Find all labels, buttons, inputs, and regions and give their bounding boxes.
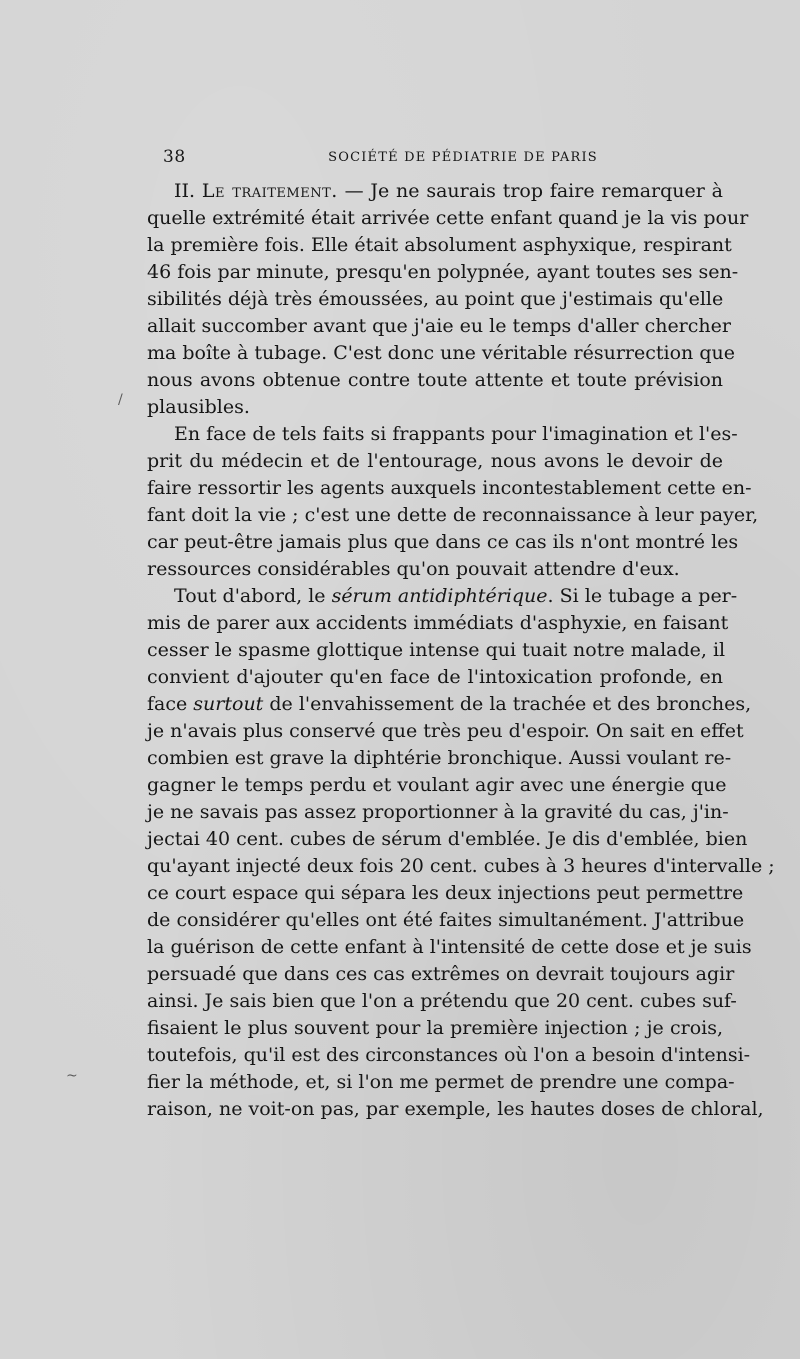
text-line xyxy=(147,691,752,718)
text-line: convient d'ajouter qu'en face de l'intoxication profonde, en xyxy=(147,666,723,688)
text-line: jectai 40 cent. cubes de sérum d'emblée. Je dis d'emblée, bien xyxy=(147,828,748,850)
text-span: — Je ne saurais trop faire remarquer à xyxy=(337,180,723,202)
text-line xyxy=(147,583,738,610)
text-line: toutefois, qu'il est des circonstances où l'on a besoin d'intensi- xyxy=(147,1044,751,1066)
text-line: ainsi. Je sais bien que l'on a prétendu que 20 cent. cubes suf- xyxy=(147,990,737,1012)
page-header xyxy=(163,147,723,171)
text-body xyxy=(147,178,775,1123)
text-line: de considérer qu'elles ont été faites simultanément. J'attribue xyxy=(147,909,745,931)
page-number: 38 xyxy=(163,147,186,167)
stray-mark: ~ xyxy=(66,1068,78,1084)
text-line: ce court espace qui sépara les deux injections peut permettre xyxy=(147,882,744,904)
text-span: Tout d'abord, le xyxy=(174,585,332,607)
text-line: quelle extrémité était arrivée cette enfant quand je la vis pour xyxy=(147,207,749,229)
text-span: face xyxy=(147,693,194,715)
text-line: raison, ne voit-on pas, par exemple, les hautes doses de chloral, xyxy=(147,1098,764,1120)
text-line: nous avons obtenue contre toute attente et toute prévision xyxy=(147,369,723,391)
text-line: plausibles. xyxy=(147,396,250,418)
text-span: de l'envahissement de la trachée et des bronches, xyxy=(263,693,752,715)
text-line: la guérison de cette enfant à l'intensité de cette dose et je suis xyxy=(147,936,752,958)
text-line: En face de tels faits si frappants pour l'imagination et l'es- xyxy=(174,423,738,445)
text-line: je ne savais pas assez proportionner à la gravité du cas, j'in- xyxy=(147,801,729,823)
section-title: Le traitement. xyxy=(201,180,338,202)
text-line: cesser le spasme glottique intense qui tuait notre malade, il xyxy=(147,639,726,661)
text-line: ressources considérables qu'on pouvait attendre d'eux. xyxy=(147,558,680,580)
text-line: combien est grave la diphtérie bronchique. Aussi voulant re- xyxy=(147,747,732,769)
running-head: SOCIÉTÉ DE PÉDIATRIE DE PARIS xyxy=(328,150,598,165)
text-line xyxy=(147,178,723,205)
text-span: . Si le tubage a per- xyxy=(547,585,738,607)
text-line: gagner le temps perdu et voulant agir avec une énergie que xyxy=(147,774,727,796)
italic-term: surtout xyxy=(193,693,264,715)
text-line: allait succomber avant que j'aie eu le temps d'aller chercher xyxy=(147,315,731,337)
stray-mark: / xyxy=(118,392,123,408)
text-line: mis de parer aux accidents immédiats d'asphyxie, en faisant xyxy=(147,612,729,634)
section-number: II. xyxy=(174,180,202,202)
text-line: fisaient le plus souvent pour la première injection ; je crois, xyxy=(147,1017,723,1039)
italic-term: sérum antidiphtérique xyxy=(331,585,548,607)
text-line: je n'avais plus conservé que très peu d'espoir. On sait en effet xyxy=(147,720,744,742)
text-line: qu'ayant injecté deux fois 20 cent. cubes à 3 heures d'intervalle ; xyxy=(147,855,775,877)
text-line: la première fois. Elle était absolument asphyxique, respirant xyxy=(147,234,732,256)
text-line: faire ressortir les agents auxquels incontestablement cette en- xyxy=(147,477,752,499)
text-line: fier la méthode, et, si l'on me permet de prendre une compa- xyxy=(147,1071,735,1093)
text-line: persuadé que dans ces cas extrêmes on devrait toujours agir xyxy=(147,963,735,985)
text-line: 46 fois par minute, presqu'en polypnée, ayant toutes ses sen- xyxy=(147,261,739,283)
text-line: prit du médecin et de l'entourage, nous avons le devoir de xyxy=(147,450,723,472)
text-line: car peut-être jamais plus que dans ce cas ils n'ont montré les xyxy=(147,531,739,553)
text-line: ma boîte à tubage. C'est donc une véritable résurrection que xyxy=(147,342,735,364)
text-line: fant doit la vie ; c'est une dette de reconnaissance à leur payer, xyxy=(147,504,759,526)
text-line: sibilités déjà très émoussées, au point que j'estimais qu'elle xyxy=(147,288,724,310)
